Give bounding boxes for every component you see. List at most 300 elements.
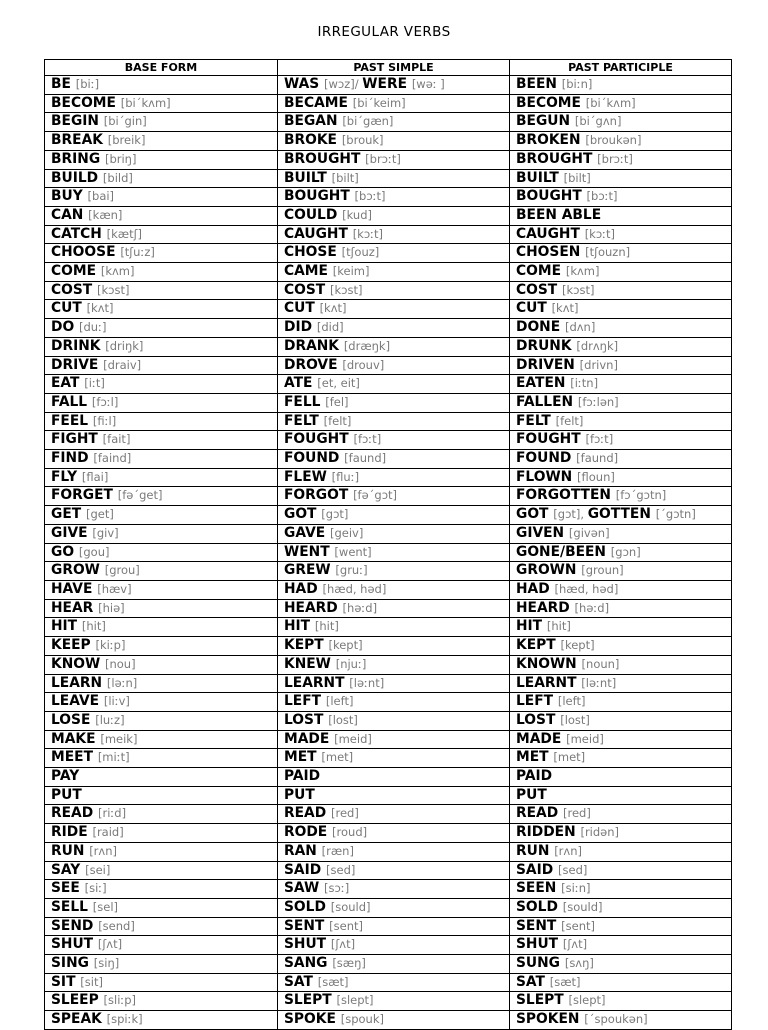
phonetic-transcription: [tʃouzn] [585, 245, 631, 260]
base-form-cell [45, 768, 278, 787]
verb-form: GIVEN [516, 524, 565, 541]
phonetic-transcription: [kɔːt] [352, 226, 384, 241]
base-form-cell [45, 599, 278, 618]
past-simple-cell [278, 861, 510, 880]
verb-form: WENT [284, 543, 330, 560]
past-simple-cell [278, 618, 510, 637]
verb-form: GIVE [51, 524, 88, 541]
verb-form: BROKEN [516, 132, 581, 149]
verb-form: FOUGHT [516, 431, 581, 448]
phonetic-transcription: [nou] [105, 656, 136, 671]
phonetic-transcription: [kʌt] [551, 301, 579, 316]
phonetic-transcription: [biˊkʌm] [120, 95, 171, 110]
phonetic-transcription: [ræn] [321, 843, 354, 858]
verb-form: FELT [284, 412, 319, 429]
phonetic-transcription: [faind] [93, 451, 132, 466]
table-body [45, 76, 732, 1030]
phonetic-transcription: [did] [316, 320, 344, 335]
past-simple-cell [278, 805, 510, 824]
base-form-cell [45, 543, 278, 562]
phonetic-transcription: [drivn] [579, 357, 618, 372]
past-participle-cell [510, 169, 732, 188]
verb-form: BEGUN [516, 113, 571, 130]
table-row [45, 749, 732, 768]
verb-form: DRUNK [516, 337, 572, 354]
base-form-cell [45, 580, 278, 599]
past-simple-cell [278, 543, 510, 562]
past-simple-cell [278, 693, 510, 712]
verb-form: HIT [516, 618, 543, 635]
past-participle-cell [510, 768, 732, 787]
past-participle-cell [510, 824, 732, 843]
table-row [45, 730, 732, 749]
phonetic-transcription: [meid] [566, 731, 604, 746]
base-form-cell [45, 674, 278, 693]
verb-form: PAID [284, 768, 321, 785]
phonetic-transcription: [raid] [92, 825, 124, 840]
base-form-cell [45, 917, 278, 936]
verb-form: GROW [51, 562, 100, 579]
verb-form: GO [51, 543, 75, 560]
table-row [45, 768, 732, 787]
phonetic-transcription: [ləːnt] [349, 675, 385, 690]
base-form-cell [45, 281, 278, 300]
table-row [45, 898, 732, 917]
verb-form: GOT [284, 506, 317, 523]
verb-form: COST [284, 281, 326, 298]
verb-form: SPOKE [284, 1011, 336, 1028]
base-form-cell [45, 824, 278, 843]
past-participle-cell [510, 674, 732, 693]
past-simple-cell [278, 936, 510, 955]
verb-form: KNOW [51, 655, 101, 672]
phonetic-transcription: [bilt] [331, 170, 359, 185]
base-form-cell [45, 225, 278, 244]
verb-form: BOUGHT [284, 188, 350, 205]
base-form-cell [45, 206, 278, 225]
past-participle-cell [510, 880, 732, 899]
table-row [45, 955, 732, 974]
table-row [45, 880, 732, 899]
verb-form: BROUGHT [516, 150, 593, 167]
phonetic-transcription: [sould] [330, 899, 371, 914]
past-participle-cell [510, 861, 732, 880]
past-simple-cell [278, 562, 510, 581]
verb-form: SEEN [516, 880, 557, 897]
phonetic-transcription: [kʌt] [319, 301, 347, 316]
verb-form: DRIVEN [516, 356, 575, 373]
past-participle-cell [510, 506, 732, 525]
past-participle-cell [510, 244, 732, 263]
base-form-cell [45, 973, 278, 992]
past-simple-cell [278, 992, 510, 1011]
phonetic-transcription: [hiə] [98, 600, 125, 615]
base-form-cell [45, 132, 278, 151]
base-form-cell [45, 393, 278, 412]
verb-form: SAID [516, 861, 554, 878]
past-simple-cell [278, 487, 510, 506]
phonetic-transcription: [faund] [576, 451, 619, 466]
past-simple-cell [278, 169, 510, 188]
table-row [45, 973, 732, 992]
base-form-cell [45, 150, 278, 169]
past-participle-cell [510, 524, 732, 543]
phonetic-transcription: [drʌŋk] [576, 338, 619, 353]
phonetic-transcription: [sent] [329, 918, 363, 933]
phonetic-transcription: [sliːp] [103, 993, 137, 1008]
phonetic-transcription: [fɔːt] [353, 432, 382, 447]
phonetic-transcription: [həːd] [342, 600, 378, 615]
verb-form: GET [51, 506, 82, 523]
phonetic-transcription: [spouk] [340, 1012, 384, 1027]
verb-form: HEARD [516, 599, 570, 616]
table-row [45, 244, 732, 263]
phonetic-transcription: [gɔt] [321, 507, 349, 522]
phonetic-transcription: [kɔːt] [584, 226, 616, 241]
verb-form: BREAK [51, 132, 103, 149]
verb-form: FOUGHT [284, 431, 349, 448]
phonetic-transcription: [sʌŋ] [564, 956, 594, 971]
past-simple-cell [278, 711, 510, 730]
phonetic-transcription: [biˊkeim] [352, 95, 406, 110]
table-row [45, 450, 732, 469]
past-participle-cell [510, 786, 732, 805]
table-row [45, 824, 732, 843]
irregular-verbs-table [44, 59, 732, 1030]
phonetic-transcription: [groun] [581, 563, 624, 578]
past-simple-cell [278, 917, 510, 936]
table-row [45, 917, 732, 936]
past-simple-cell [278, 637, 510, 656]
table-row [45, 431, 732, 450]
phonetic-transcription: [left] [325, 694, 354, 709]
phonetic-transcription: [flai] [81, 469, 109, 484]
base-form-cell [45, 412, 278, 431]
verb-form: LEFT [516, 693, 554, 710]
past-simple-cell [278, 450, 510, 469]
past-participle-cell [510, 1011, 732, 1030]
past-participle-cell [510, 319, 732, 338]
base-form-cell [45, 655, 278, 674]
table-row [45, 76, 732, 95]
verb-form: COST [516, 281, 558, 298]
verb-form: BECOME [516, 94, 581, 111]
verb-form: BUILT [516, 169, 559, 186]
verb-form: CAN [51, 206, 84, 223]
phonetic-transcription: [breik] [107, 133, 146, 148]
past-participle-cell [510, 637, 732, 656]
phonetic-transcription: [ʃʌt] [330, 937, 356, 952]
phonetic-transcription: [hit] [314, 619, 339, 634]
phonetic-transcription: [met] [321, 750, 354, 765]
phonetic-transcription: [ʃʌt] [97, 937, 123, 952]
verb-form: BUILD [51, 169, 99, 186]
phonetic-transcription: [fluː] [331, 469, 360, 484]
table-row [45, 992, 732, 1011]
verb-form: FORGOT [284, 487, 349, 504]
base-form-cell [45, 113, 278, 132]
past-participle-cell [510, 749, 732, 768]
base-form-cell [45, 805, 278, 824]
verb-form: FORGOTTEN [516, 487, 611, 504]
verb-form: DRINK [51, 337, 101, 354]
verb-form: GOTTEN [587, 506, 651, 523]
verb-form: FALL [51, 393, 88, 410]
verb-form: SPOKEN [516, 1011, 580, 1028]
past-participle-cell [510, 936, 732, 955]
verb-form: SHUT [51, 936, 94, 953]
table-row [45, 562, 732, 581]
header-past-participle: PAST PARTICIPLE [510, 60, 732, 76]
phonetic-transcription: [send] [98, 918, 135, 933]
verb-form: SAT [284, 973, 313, 990]
base-form-cell [45, 506, 278, 525]
phonetic-transcription: [brɔːt] [597, 151, 633, 166]
verb-form: BECAME [284, 94, 348, 111]
phonetic-transcription: [et, eit] [317, 376, 360, 391]
verb-form: RIDE [51, 824, 88, 841]
base-form-cell [45, 450, 278, 469]
past-participle-cell [510, 450, 732, 469]
past-simple-cell [278, 431, 510, 450]
verb-form: FALLEN [516, 393, 574, 410]
phonetic-transcription: [sent] [561, 918, 595, 933]
past-simple-cell [278, 281, 510, 300]
verb-form: SLEPT [516, 992, 564, 1009]
verb-form: FELL [284, 393, 321, 410]
verb-form: SENT [284, 917, 325, 934]
verb-form: BUY [51, 188, 83, 205]
phonetic-transcription: [fɔːl] [91, 394, 119, 409]
base-form-cell [45, 76, 278, 95]
past-participle-cell [510, 375, 732, 394]
past-participle-cell [510, 468, 732, 487]
phonetic-transcription: [fel] [325, 394, 349, 409]
base-form-cell [45, 263, 278, 282]
base-form-cell [45, 562, 278, 581]
base-form-cell [45, 300, 278, 319]
phonetic-transcription: [keim] [332, 264, 370, 279]
phonetic-transcription: [slept] [336, 993, 374, 1008]
base-form-cell [45, 730, 278, 749]
past-participle-cell [510, 599, 732, 618]
past-participle-cell [510, 917, 732, 936]
phonetic-transcription: [ˊgɔtn] [655, 507, 696, 522]
phonetic-transcription: [kept] [560, 638, 595, 653]
phonetic-transcription: [fəˊget] [117, 488, 163, 503]
past-participle-cell [510, 431, 732, 450]
base-form-cell [45, 431, 278, 450]
verb-form: RIDDEN [516, 824, 576, 841]
table-row [45, 263, 732, 282]
base-form-cell [45, 992, 278, 1011]
verb-form: MADE [516, 730, 562, 747]
base-form-cell [45, 618, 278, 637]
verb-form: FELT [516, 412, 551, 429]
phonetic-transcription: [driŋk] [105, 338, 144, 353]
phonetic-transcription: [fəˊgɔt] [353, 488, 398, 503]
phonetic-transcription: [liːv] [103, 694, 130, 709]
past-simple-cell [278, 94, 510, 113]
phonetic-transcription: [meid] [334, 731, 372, 746]
table-row [45, 618, 732, 637]
base-form-cell [45, 169, 278, 188]
phonetic-transcription: [rʌn] [554, 843, 582, 858]
table-header-row [45, 60, 732, 76]
phonetic-transcription: [hæv] [97, 581, 132, 596]
past-simple-cell [278, 580, 510, 599]
verb-form: BEGAN [284, 113, 338, 130]
verb-form: FLOWN [516, 468, 573, 485]
verb-form: LOST [284, 711, 324, 728]
phonetic-transcription: [sæŋ] [332, 956, 366, 971]
phonetic-transcription: [fɔːt] [585, 432, 614, 447]
table-row [45, 637, 732, 656]
past-participle-cell [510, 562, 732, 581]
past-participle-cell [510, 992, 732, 1011]
verb-form: SEE [51, 880, 80, 897]
past-simple-cell [278, 730, 510, 749]
verb-form: COST [51, 281, 93, 298]
verb-form: WAS [284, 76, 320, 92]
phonetic-transcription: [ridən] [580, 825, 620, 840]
past-simple-cell [278, 412, 510, 431]
verb-form: PUT [516, 786, 547, 803]
phonetic-transcription: [red] [331, 806, 359, 821]
past-participle-cell [510, 655, 732, 674]
verb-form: CUT [284, 300, 315, 317]
verb-form: GONE/BEEN [516, 543, 606, 560]
table-row [45, 1011, 732, 1030]
verb-form: HIT [51, 618, 78, 635]
past-simple-cell [278, 599, 510, 618]
phonetic-transcription: [bɔːt] [354, 189, 386, 204]
base-form-cell [45, 842, 278, 861]
phonetic-transcription: [felt] [555, 413, 584, 428]
verb-form: ATE [284, 375, 313, 392]
past-participle-cell [510, 805, 732, 824]
past-participle-cell [510, 206, 732, 225]
past-simple-cell [278, 337, 510, 356]
table-row [45, 393, 732, 412]
phonetic-transcription: [kɔst] [330, 282, 363, 297]
verb-form: CAME [284, 263, 328, 280]
verb-form: LEAVE [51, 693, 100, 710]
past-simple-cell [278, 506, 510, 525]
verb-form: GAVE [284, 524, 326, 541]
table-row [45, 169, 732, 188]
past-participle-cell [510, 393, 732, 412]
verb-form: MET [516, 749, 549, 766]
phonetic-transcription: [fɔːlən] [577, 394, 619, 409]
header-past-simple: PAST SIMPLE [278, 60, 510, 76]
phonetic-transcription: [sɔː] [324, 881, 350, 896]
verb-form: WERE [362, 76, 407, 92]
phonetic-transcription: [broukən] [585, 133, 642, 148]
verb-form: SANG [284, 955, 328, 972]
phonetic-transcription: [fiːl] [92, 413, 117, 428]
phonetic-transcription: [kʌm] [100, 264, 135, 279]
phonetic-transcription: [gou] [78, 544, 110, 559]
past-simple-cell [278, 113, 510, 132]
verb-form: CUT [51, 300, 82, 317]
base-form-cell [45, 955, 278, 974]
verb-form: READ [516, 805, 559, 822]
verb-form: HAVE [51, 580, 93, 597]
verb-form: FORGET [51, 487, 113, 504]
phonetic-transcription: [kept] [328, 638, 363, 653]
phonetic-transcription: [kiːp] [95, 638, 126, 653]
base-form-cell [45, 244, 278, 263]
phonetic-transcription: [ləːn] [106, 675, 138, 690]
verb-form: SAID [284, 861, 322, 878]
phonetic-transcription: [grou] [104, 563, 140, 578]
table-row [45, 468, 732, 487]
verb-form: MADE [284, 730, 330, 747]
verb-form: CHOSE [284, 244, 337, 261]
past-participle-cell [510, 693, 732, 712]
phonetic-transcription: [biˊkʌm] [585, 95, 636, 110]
table-row [45, 375, 732, 394]
past-participle-cell [510, 150, 732, 169]
past-simple-cell [278, 225, 510, 244]
table-row [45, 487, 732, 506]
verb-form: SENT [516, 917, 557, 934]
verb-form: BROKE [284, 132, 337, 149]
verb-form: BROUGHT [284, 150, 361, 167]
verb-form: LEARNT [284, 674, 345, 691]
past-simple-cell [278, 973, 510, 992]
verb-form: SPEAK [51, 1011, 102, 1028]
phonetic-transcription: [geiv] [329, 525, 364, 540]
past-simple-cell [278, 768, 510, 787]
verb-form: READ [284, 805, 327, 822]
header-base-form: BASE FORM [45, 60, 278, 76]
verb-form: SAW [284, 880, 320, 897]
verb-form: MEET [51, 749, 93, 766]
phonetic-transcription: [wəː ] [411, 77, 445, 91]
table-row [45, 506, 732, 525]
phonetic-transcription: [hæd, həd] [554, 581, 619, 596]
phonetic-transcription: [duː] [79, 320, 107, 335]
phonetic-transcription: [floun] [577, 469, 615, 484]
verb-form: CHOSEN [516, 244, 581, 261]
phonetic-transcription: [biːn] [561, 77, 593, 91]
phonetic-transcription: [biˊgin] [103, 114, 147, 129]
base-form-cell [45, 749, 278, 768]
phonetic-transcription: [went] [334, 544, 372, 559]
phonetic-transcription: [roud] [332, 825, 368, 840]
past-simple-cell [278, 76, 510, 95]
phonetic-transcription: [kɔst] [562, 282, 595, 297]
past-participle-cell [510, 580, 732, 599]
verb-form: COME [516, 263, 562, 280]
phonetic-transcription: [siŋ] [93, 956, 120, 971]
past-participle-cell [510, 543, 732, 562]
past-participle-cell [510, 618, 732, 637]
past-participle-cell [510, 973, 732, 992]
past-simple-cell [278, 263, 510, 282]
verb-form: BEEN ABLE [516, 206, 602, 223]
verb-form: RODE [284, 824, 328, 841]
verb-form: SUNG [516, 955, 561, 972]
verb-form: CATCH [51, 225, 102, 242]
past-simple-cell [278, 824, 510, 843]
base-form-cell [45, 337, 278, 356]
past-simple-cell [278, 1011, 510, 1030]
past-participle-cell [510, 263, 732, 282]
table-row [45, 580, 732, 599]
